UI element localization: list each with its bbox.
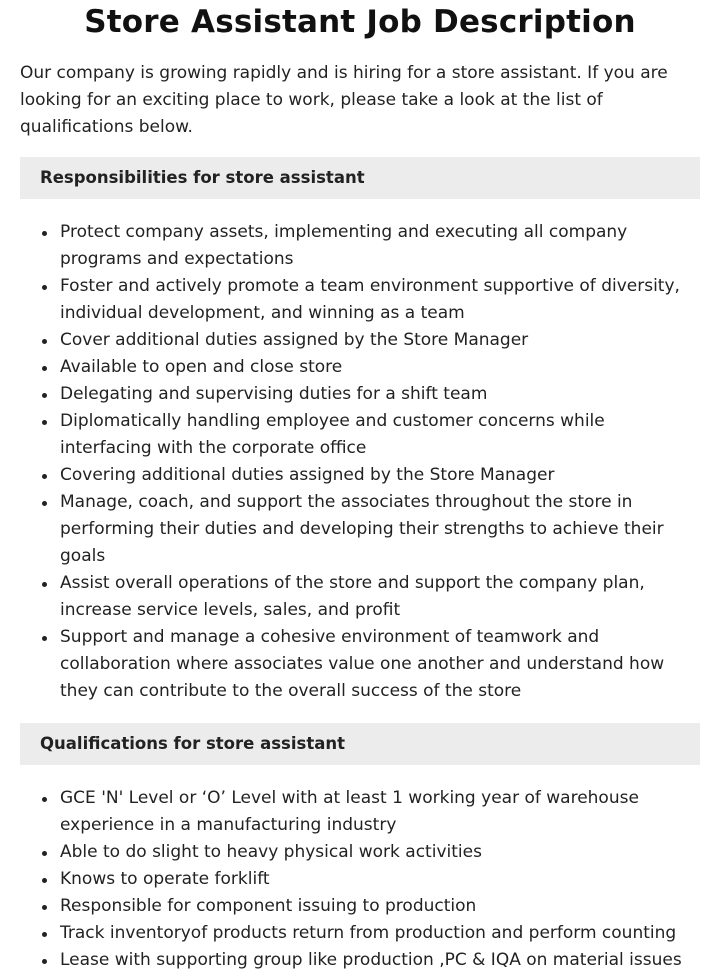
list-item: Support and manage a cohesive environment of teamwork and collaboration where associates value one another and understand how they can contribute to the overall success of the store [60, 624, 700, 705]
list-item: Available to open and close store [60, 354, 700, 381]
qualifications-list [20, 785, 700, 974]
list-item: Diplomatically handling employee and customer concerns while interfacing with the corporate office [60, 408, 700, 462]
list-item: Foster and actively promote a team environment supportive of diversity, individual development, and winning as a team [60, 273, 700, 327]
qualifications-header: Qualifications for store assistant [20, 723, 700, 765]
page-title: Store Assistant Job Description [84, 4, 636, 40]
list-item: Cover additional duties assigned by the Store Manager [60, 327, 700, 354]
list-item: Able to do slight to heavy physical work activities [60, 839, 700, 866]
intro-paragraph: Our company is growing rapidly and is hiring for a store assistant. If you are looking for an exciting place to work, please take a look at the list of qualifications below. [20, 63, 668, 137]
list-item: Responsible for component issuing to production [60, 893, 700, 920]
list-item: Manage, coach, and support the associates throughout the store in performing their duties and developing their strengths to achieve their goals [60, 489, 700, 570]
list-item: Assist overall operations of the store and support the company plan, increase service levels, sales, and profit [60, 570, 700, 624]
list-item: Knows to operate forklift [60, 866, 700, 893]
list-item: Covering additional duties assigned by the Store Manager [60, 462, 700, 489]
list-item: Track inventoryof products return from production and perform counting [60, 920, 700, 947]
list-item: Protect company assets, implementing and executing all company programs and expectations [60, 219, 700, 273]
list-item: Delegating and supervising duties for a shift team [60, 381, 700, 408]
list-item: Lease with supporting group like production ,PC & IQA on material issues [60, 947, 700, 974]
list-item: GCE 'N' Level or ‘O’ Level with at least 1 working year of warehouse experience in a manufacturing industry [60, 785, 700, 839]
responsibilities-header: Responsibilities for store assistant [20, 157, 700, 199]
responsibilities-list [20, 219, 700, 705]
